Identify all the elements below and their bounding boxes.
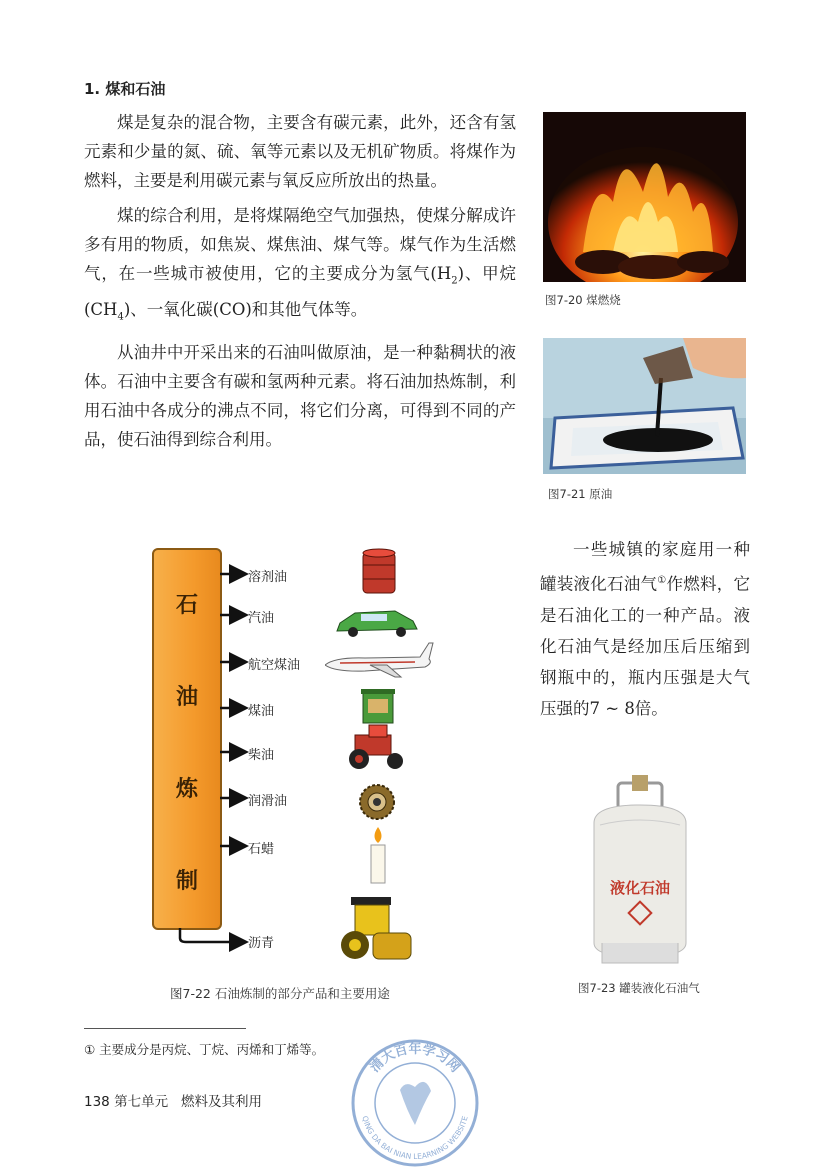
coal-fire-photo bbox=[543, 112, 746, 282]
footnote-divider bbox=[84, 1028, 246, 1029]
stove-icon bbox=[361, 689, 395, 723]
product-icons bbox=[325, 545, 435, 970]
product-solvent-oil: 溶剂油 bbox=[248, 570, 288, 585]
product-asphalt: 沥青 bbox=[248, 936, 275, 951]
refining-arrows bbox=[150, 540, 260, 960]
unit-title: 燃料及其利用 bbox=[180, 1094, 262, 1110]
cylinder-label: 液化石油 bbox=[609, 879, 671, 897]
page-number: 138 bbox=[84, 1094, 110, 1110]
figure-caption-7-22: 图7-22 石油炼制的部分产品和主要用途 bbox=[170, 986, 390, 1001]
product-gasoline: 汽油 bbox=[248, 611, 275, 626]
watermark-en: QING DA BAI NIAN LEARNING WEBSITE bbox=[360, 1114, 470, 1162]
product-paraffin: 石蜡 bbox=[248, 842, 275, 857]
footnote-ref: ① bbox=[657, 575, 667, 586]
lpg-text: 一些城镇的家庭用一种罐装液化石油气①作燃料，它是石油化工的一种产品。液化石油气是经加压后压缩到钢瓶中的，瓶内压强是大气压强的7 ~ 8倍。 bbox=[540, 540, 751, 718]
watermark-cn: 清大百年学习网 bbox=[367, 1042, 463, 1076]
section-title: 1. 煤和石油 bbox=[84, 80, 166, 98]
product-kerosene: 煤油 bbox=[248, 704, 275, 719]
tractor-icon bbox=[349, 725, 403, 769]
bearing-icon bbox=[360, 785, 394, 819]
refining-char-2: 油 bbox=[175, 685, 198, 710]
refining-char-3: 炼 bbox=[175, 777, 198, 802]
crude-oil-photo bbox=[543, 338, 746, 474]
figure-caption-7-23: 图7-23 罐装液化石油气 bbox=[578, 981, 700, 995]
page-footer bbox=[84, 1090, 262, 1110]
watermark-seal bbox=[345, 1035, 485, 1169]
paragraph-coal: 煤是复杂的混合物，主要含有碳元素，此外，还含有氢元素和少量的氮、硫、氧等元素以及无机矿物质。将煤作为燃料，主要是利用碳元素与氧反应所放出的热量。 bbox=[84, 113, 516, 190]
unit-label: 第七单元 bbox=[114, 1094, 169, 1110]
paragraph-oil: 从油井中开采出来的石油叫做原油，是一种黏稠状的液体。石油中主要含有碳和氢两种元素。将石油加热炼制，利用石油中各成分的沸点不同，将它们分离，可得到不同的产品，使石油得到综合利用。 bbox=[84, 342, 516, 449]
paragraph-coal-use: 煤的综合利用，是将煤隔绝空气加强热，使煤分解成许多有用的物质，如焦炭、煤焦油、煤气等。煤气作为生活燃气，在一些城市被使用，它的主要成分为氢气$(H_2)$、甲烷 $(CH_4)$、一氧化碳(CO)和其他气体等。 bbox=[84, 206, 517, 323]
oil-drum-icon bbox=[363, 549, 395, 593]
candle-icon bbox=[371, 827, 385, 883]
lpg-cylinder-photo bbox=[580, 775, 700, 965]
main-text bbox=[84, 108, 516, 460]
svg-text:清大百年学习网 bbox=[367, 1041, 463, 1076]
product-jet-fuel: 航空煤油 bbox=[248, 658, 301, 673]
airplane-icon bbox=[325, 643, 433, 677]
product-diesel: 柴油 bbox=[248, 748, 275, 763]
figure-caption-7-20: 图7-20 煤燃烧 bbox=[545, 293, 621, 307]
figure-caption-7-21: 图7-21 原油 bbox=[548, 487, 613, 501]
refining-char-4: 制 bbox=[175, 869, 198, 894]
road-roller-icon bbox=[341, 897, 411, 959]
car-icon bbox=[337, 611, 417, 637]
refining-char-1: 石 bbox=[175, 593, 198, 618]
footnote: ① 主要成分是丙烷、丁烷、丙烯和丁烯等。 bbox=[84, 1042, 325, 1057]
product-lubricant: 润滑油 bbox=[248, 794, 288, 809]
